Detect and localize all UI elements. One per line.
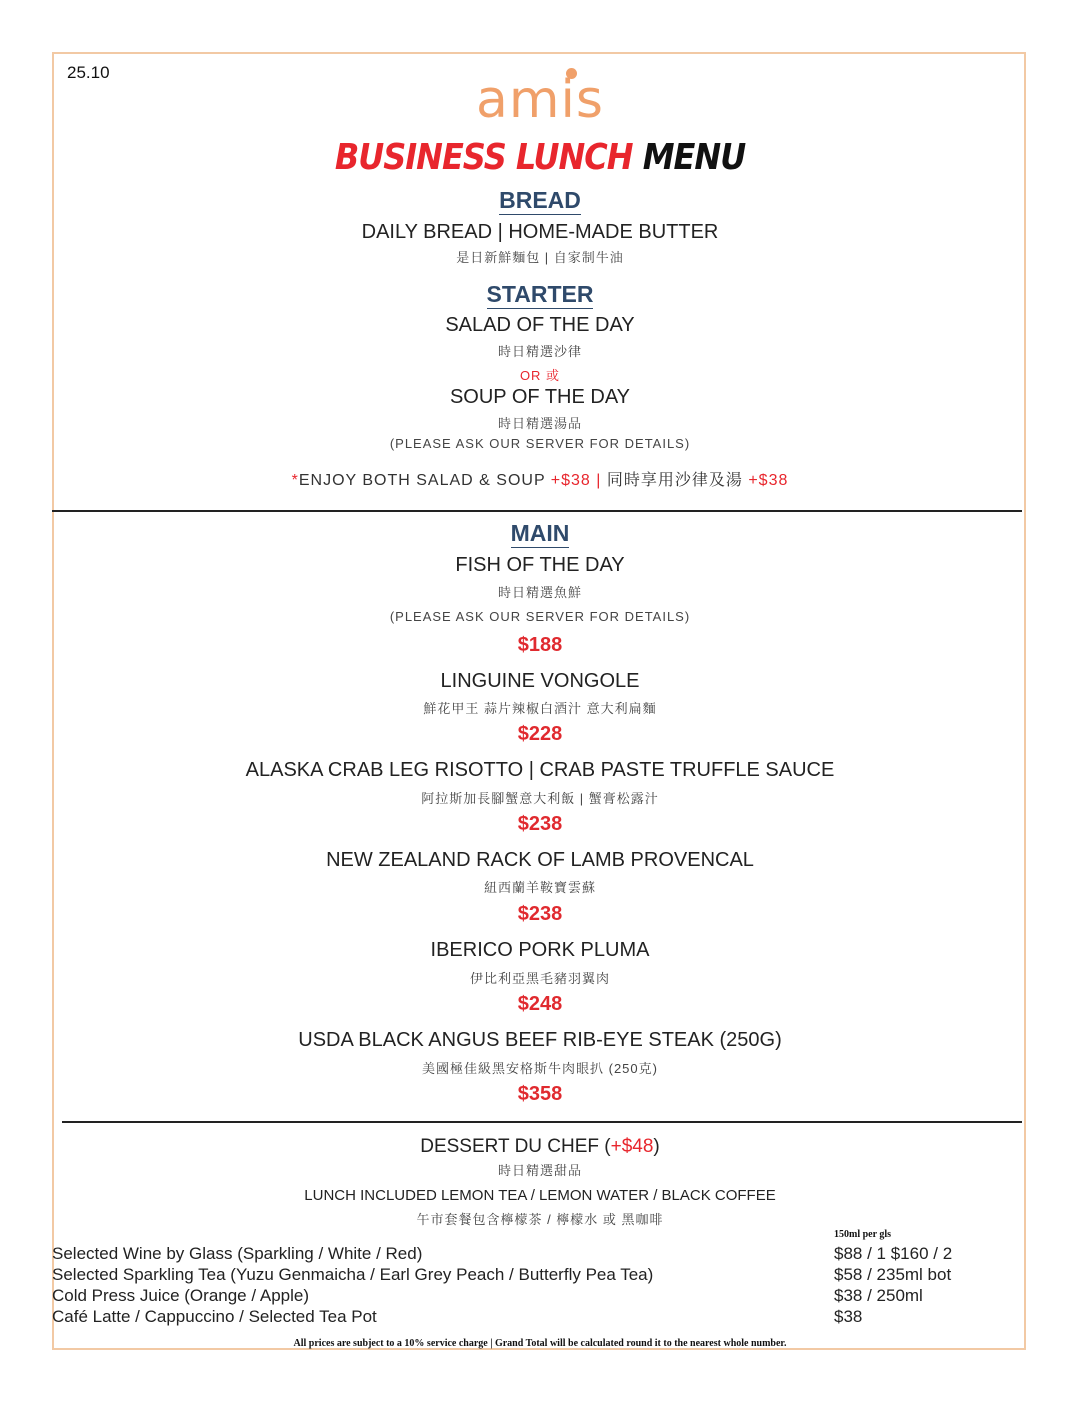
- starter-soup: SOUP OF THE DAY: [449, 386, 631, 408]
- main-dish-name: USDA BLACK ANGUS BEEF RIB-EYE STEAK (250G): [298, 1029, 782, 1051]
- dessert-cn: 時日精選甜品: [497, 1163, 582, 1178]
- beverage-name: Café Latte / Cappuccino / Selected Tea Pot: [52, 1307, 377, 1326]
- main-dish-price: $238: [517, 813, 563, 835]
- dessert-line: [0, 1136, 1080, 1158]
- main-dish-price: $188: [517, 634, 563, 656]
- main-dish-price: $238: [517, 903, 563, 925]
- section-heading-text: STARTER: [486, 281, 594, 307]
- combo-text: ENJOY BOTH SALAD & SOUP: [298, 472, 551, 489]
- section-heading-text: MAIN: [510, 520, 570, 546]
- main-dish-cn: 時日精選魚鮮: [497, 585, 582, 600]
- section-heading-starter: [0, 281, 1080, 308]
- combo-asterisk: *: [291, 472, 299, 489]
- beverage-price: $88 / 1 $160 / 2: [834, 1244, 953, 1263]
- combo-price: +$38: [550, 472, 591, 489]
- main-dish-name: LINGUINE VONGOLE: [440, 670, 640, 692]
- beverage-name: Selected Sparkling Tea (Yuzu Genmaicha / Earl Grey Peach / Butterfly Pea Tea): [52, 1265, 654, 1284]
- menu-date: 25.10: [67, 63, 110, 82]
- main-dish-cn: 伊比利亞黑毛豬羽翼肉: [469, 971, 610, 986]
- menu-title-red: BUSINESS LUNCH: [334, 136, 633, 178]
- starter-salad-cn: 時日精選沙律: [497, 344, 582, 359]
- starter-combo-offer: [0, 467, 1080, 490]
- menu-title-black: MENU: [642, 136, 746, 178]
- section-heading-text: BREAD: [499, 187, 581, 213]
- beverage-price: $58 / 235ml bot: [834, 1265, 952, 1284]
- beverage-name: Selected Wine by Glass (Sparkling / White / Red): [52, 1244, 423, 1263]
- main-dish-name: FISH OF THE DAY: [455, 554, 625, 576]
- combo-text-cn: 同時享用沙律及湯: [606, 472, 749, 489]
- starter-salad: SALAD OF THE DAY: [445, 314, 635, 336]
- service-charge-footer: All prices are subject to a 10% service charge | Grand Total will be calculated round it to the nearest whole number.: [293, 1338, 787, 1349]
- dessert-close: ): [653, 1136, 660, 1157]
- main-dish-note: (PLEASE ASK OUR SERVER FOR DETAILS): [389, 609, 691, 624]
- lunch-included: LUNCH INCLUDED LEMON TEA / LEMON WATER / BLACK COFFEE: [304, 1187, 776, 1204]
- section-divider-top: [52, 510, 1022, 512]
- combo-price-cn: +$38: [748, 472, 789, 489]
- main-dish-cn: 美國極佳級黑安格斯牛肉眼扒 (250克): [422, 1061, 658, 1076]
- lunch-included-cn: 午市套餐包含檸檬茶 / 檸檬水 或 黑咖啡: [416, 1212, 664, 1227]
- section-divider-bottom: [62, 1121, 1022, 1123]
- section-heading-bread: [0, 187, 1080, 214]
- main-dish-price: $248: [517, 993, 563, 1015]
- starter-soup-cn: 時日精選湯品: [497, 416, 582, 431]
- main-dish-name: IBERICO PORK PLUMA: [430, 939, 650, 961]
- main-dish-price: $228: [517, 723, 563, 745]
- bread-item-cn: 是日新鮮麵包 | 自家制牛油: [456, 250, 624, 265]
- beverage-name: Cold Press Juice (Orange / Apple): [52, 1286, 310, 1305]
- starter-note: (PLEASE ASK OUR SERVER FOR DETAILS): [389, 436, 691, 451]
- main-dish-name: NEW ZEALAND RACK OF LAMB PROVENCAL: [326, 849, 754, 871]
- beverage-price: $38: [834, 1307, 863, 1326]
- main-dish-cn: 紐西蘭羊鞍寶雲蘇: [483, 880, 596, 895]
- restaurant-logo: amis: [475, 70, 605, 130]
- combo-separator: |: [590, 472, 607, 489]
- starter-or: OR 或: [519, 368, 561, 383]
- per-glass-note: 150ml per gls: [834, 1229, 892, 1240]
- bread-item: DAILY BREAD | HOME-MADE BUTTER: [361, 221, 719, 243]
- dessert-price: +$48: [610, 1136, 654, 1157]
- section-heading-main: [0, 520, 1080, 547]
- main-dish-cn: 阿拉斯加長腳蟹意大利飯 | 蟹膏松露汁: [421, 791, 659, 806]
- main-dish-cn: 鮮花甲王 蒜片辣椒白酒汁 意大利扁麵: [423, 701, 657, 716]
- menu-title: [0, 136, 1080, 178]
- beverage-price: $38 / 250ml: [834, 1286, 923, 1305]
- main-dish-price: $358: [517, 1083, 563, 1105]
- main-dish-name: ALASKA CRAB LEG RISOTTO | CRAB PASTE TRUFFLE SAUCE: [245, 759, 835, 781]
- dessert-name: DESSERT DU CHEF (: [420, 1136, 611, 1157]
